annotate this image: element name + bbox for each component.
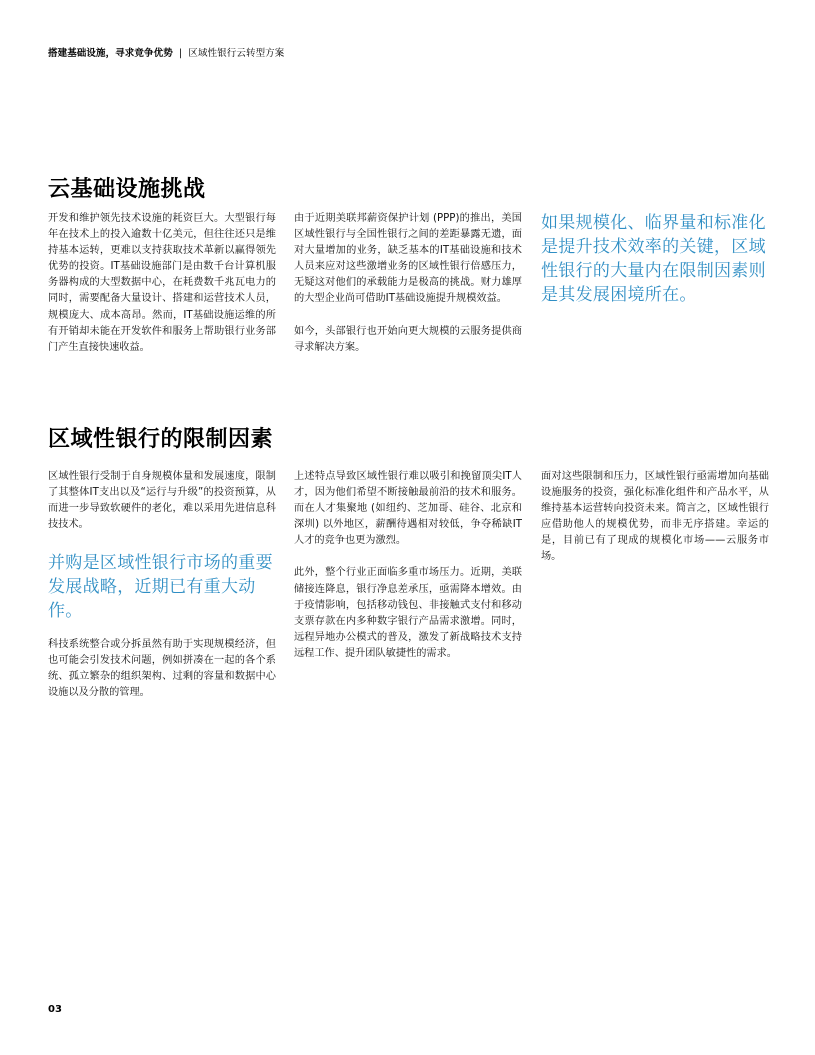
paragraph: 上述特点导致区域性银行难以吸引和挽留顶尖IT人才，因为他们希望不断接触最前沿的技术和服务。而在人才集聚地 (如纽约、芝加哥、硅谷、北京和深圳) 以外地区，薪酬待遇相对较低，争夺稀缺IT人才的竞争也更为激烈。 [294,471,522,547]
section2-column2 [294,469,522,662]
section2-column1-continued [48,637,276,701]
paragraph: 如今，头部银行也开始向更大规模的云服务提供商寻求解决方案。 [294,325,522,353]
section2-column1 [48,469,276,533]
running-header [48,45,284,59]
header-separator: | [178,48,183,59]
header-doc-title: 区域性银行云转型方案 [188,48,285,59]
paragraph: 由于近期美联邦薪资保护计划 (PPP)的推出，美国区域性银行与全国性银行之间的差距暴露无遗，面对大量增加的业务，缺乏基本的IT基础设施和技术人员来应对这些激增业务的区域性银行倍感压力，无疑这对他们的承载能力是极高的挑战。财力雄厚的大型企业尚可借助IT基础设施提升规模效益。 [294,213,522,305]
section-heading-cloud-infrastructure: 云基础设施挑战 [48,177,206,202]
pull-quote: 并购是区域性银行市场的重要发展战略，近期已有重大动作。 [48,553,273,621]
paragraph: 科技系统整合或分拆虽然有助于实现规模经济，但也可能会引发技术问题，例如拼凑在一起的各个系统、孤立繁杂的组织架构、过剩的容量和数据中心设施以及分散的管理。 [48,639,276,699]
paragraph: 此外，整个行业正面临多重市场压力。近期，美联储接连降息，银行净息差承压，亟需降本增效。由于疫情影响，包括移动钱包、非接触式支付和移动支票存款在内多种数字银行产品需求激增。同时，远程异地办公模式的普及，激发了新战略技术支持远程工作、提升团队敏捷性的需求。 [294,567,522,659]
section1-column1 [48,211,276,356]
section1-column2 [294,211,522,356]
section2-column3 [541,469,769,566]
section-heading-regional-bank-constraints: 区域性银行的限制因素 [48,427,274,452]
header-section-title: 搭建基础设施，寻求竞争优势 [48,48,173,59]
paragraph: 区域性银行受制于自身规模体量和发展速度，限制了其整体IT支出以及“运行与升级”的投资预算，从而进一步导致软硬件的老化，难以采用先进信息科技技术。 [48,471,276,531]
page-number: 03 [48,1004,62,1015]
paragraph: 开发和维护领先技术设施的耗资巨大。大型银行每年在技术上的投入逾数十亿美元，但往往还只是维持基本运转，更难以支持获取技术革新以赢得领先优势的投资。IT基础设施部门是由数千台计算机服务器构成的大型数据中心，在耗费数千兆瓦电力的同时，需要配备大量设计、搭建和运营技术人员，规模庞大、成本高昂。然而，IT基础设施运维的所有开销却未能在开发软件和服务上帮助银行业务部门产生直接快速收益。 [48,213,276,353]
paragraph: 面对这些限制和压力，区域性银行亟需增加向基础设施服务的投资，强化标准化组件和产品水平，从维持基本运营转向投资未来。简言之，区域性银行应借助他人的规模优势，而非无序搭建。幸运的是，目前已有了现成的规模化市场——云服务市场。 [541,471,769,563]
pull-quote: 如果规模化、临界量和标准化是提升技术效率的关键，区域性银行的大量内在限制因素则是其发展困境所在。 [541,213,766,305]
